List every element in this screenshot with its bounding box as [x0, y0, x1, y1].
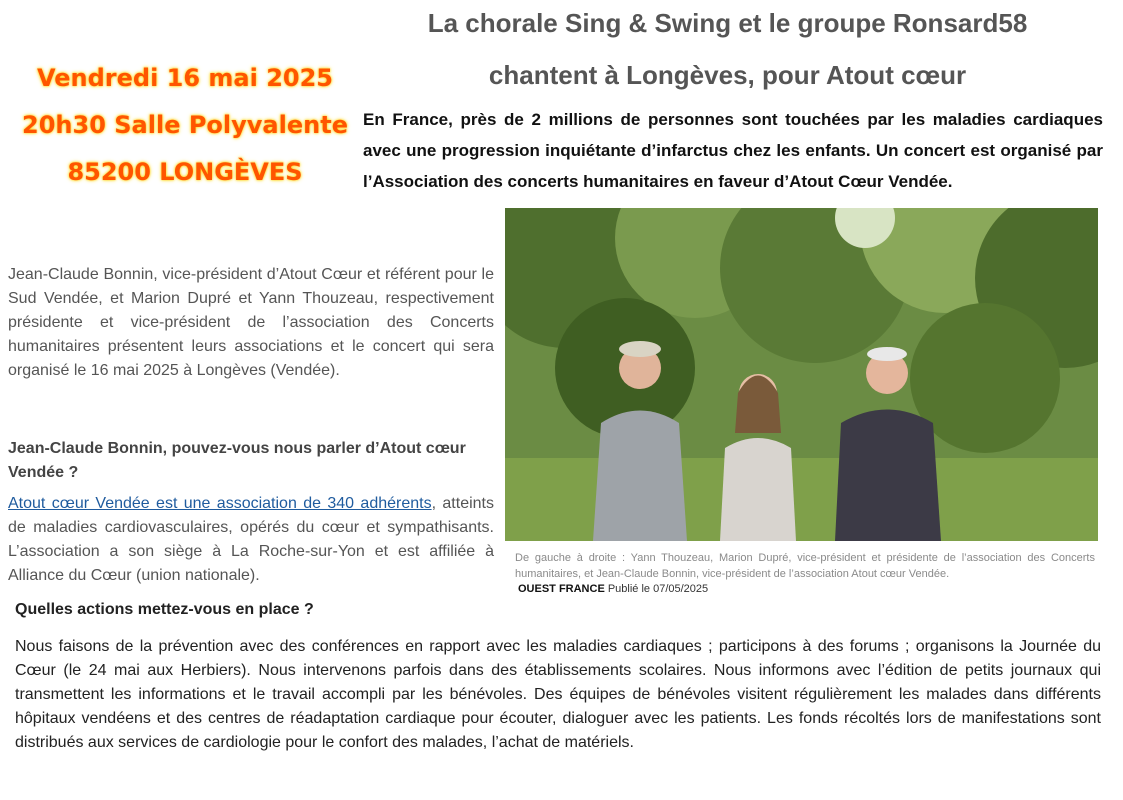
intro-paragraph: Jean-Claude Bonnin, vice-président d’Atout Cœur et référent pour le Sud Vendée, et Marion Dupré et Yann Thouzeau, respectivement présidente et vice-président de l’association des Concerts humanitaires présentent leurs associations et le concert qui sera organisé le 16 mai 2025 à Longèves (Vendée). — [8, 266, 494, 379]
headline-line-1: La chorale Sing & Swing et le groupe Ronsard58 — [427, 8, 1028, 38]
photo-caption: De gauche à droite : Yann Thouzeau, Marion Dupré, vice-président et présidente de l’association des Concerts humanitaires, et Jean-Claude Bonnin, vice-président de l’association Atout cœur Vendée. — [515, 552, 1095, 580]
photo-illustration — [505, 208, 1098, 541]
photo-credit — [518, 583, 708, 595]
question-1: Jean-Claude Bonnin, pouvez-vous nous parler d’Atout cœur Vendée ? — [8, 440, 466, 481]
association-link[interactable]: Atout cœur Vendée est une association de 340 adhérents — [8, 495, 432, 512]
event-time-place: 20h30 Salle Polyvalente — [22, 111, 348, 139]
answer-1-text: , atteints de maladies cardiovasculaires, opérés du cœur et sympathisants. L’association a son siège à La Roche-sur-Yon et est affiliée à Alliance du Cœur (union nationale). — [8, 495, 494, 584]
answer-1 — [8, 492, 494, 588]
question-2: Quelles actions mettez-vous en place ? — [15, 601, 314, 618]
answer-2: Nous faisons de la prévention avec des conférences en rapport avec les maladies cardiaques ; participons à des forums ; organisons la Journée du Cœur (le 24 mai aux Herbiers). Nous intervenons parfois dans des établissements scolaires. Nous informons avec l’édition de petits journaux qui transmettent les informations et le travail accompli par les bénévoles. Des équipes de bénévoles visitent régulièrement les malades dans différents hôpitaux vendéens et des centres de réadaptation cardiaque pour écouter, dialoguer avec les patients. Les fonds récoltés lors de manifestations sont distribués aux services de cardiologie pour le confort des malades, l’achat de matériels. — [15, 638, 1101, 751]
article-photo — [505, 208, 1098, 541]
event-town: 85200 LONGÈVES — [67, 158, 303, 186]
credit-source: OUEST FRANCE — [518, 583, 605, 595]
credit-date: Publié le 07/05/2025 — [607, 583, 709, 595]
headline-line-2: chantent à Longèves, pour Atout cœur — [488, 60, 967, 90]
lead-paragraph: En France, près de 2 millions de personnes sont touchées par les maladies cardiaques avec une progression inquiétante d’infarctus chez les enfants. Un concert est organisé par l’Association des concerts humanitaires en faveur d’Atout Cœur Vendée. — [363, 110, 1103, 191]
event-date: Vendredi 16 mai 2025 — [36, 64, 333, 92]
